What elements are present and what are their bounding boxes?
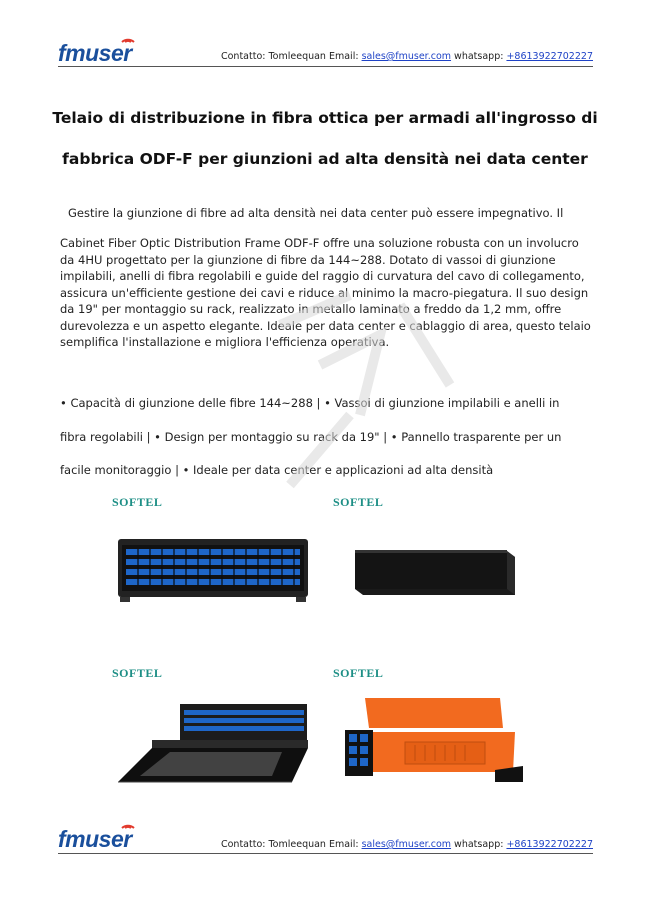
page-title-line-2: fabbrica ODF-F per giunzioni ad alta densità nei data center [62,150,588,168]
product-image-drawer [112,700,312,785]
brand-label: SOFTEL [333,666,384,680]
brand-label: SOFTEL [112,666,163,680]
phone-link[interactable]: +8613922702227 [506,51,593,62]
header-contact [221,51,593,62]
email-link[interactable]: sales@fmuser.com [361,839,452,850]
logo-text: fmuser [58,40,132,66]
brand-label: SOFTEL [333,495,384,509]
contact-prefix: Contatto: Tomleequan Email: [220,839,362,850]
features-line-1: • Capacità di giunzione delle fibre 144~288 | • Vassoi di giunzione impilabili e anelli in [60,396,560,410]
signal-icon [120,817,136,829]
features-line-2: fibra regolabili | • Design per montaggio su rack da 19" | • Pannello trasparente per un [60,430,562,444]
product-image-rear [355,545,515,597]
intro-paragraph: Cabinet Fiber Optic Distribution Frame ODF-F offre una soluzione robusta con un involucro da 4HU progettato per la giunzione di fibre da 144~288. Dotato di vassoi di giunzione impilabili, anelli di fibra regolabili e guide del raggio di curvatura del cavo di collegamento, assicura un'efficiente gestione dei cavi e riduce al minimo la macro-piegatura. Il suo design da 19" per montaggio su rack, realizzato in metallo laminato a freddo da 1,2 mm, offre durevolezza e un aspetto elegante. Ideale per data center e cablaggio di area, questo telaio semplifica l'installazione e migliora l'efficienza operativa. [60,236,591,349]
page-title-line-1: Telaio di distribuzione in fibra ottica per armadi all'ingrosso di [52,109,598,127]
whatsapp-label: whatsapp: [451,51,507,62]
product-image-front [118,535,308,603]
product-image-splice-tray [345,690,525,790]
header-divider [58,66,593,67]
logo-text: fmuser [58,826,132,852]
features-line-3: facile monitoraggio | • Ideale per data center e applicazioni ad alta densità [60,463,494,477]
footer-contact [221,839,593,850]
header-logo [58,40,132,67]
intro-first-line: Gestire la giunzione di fibre ad alta densità nei data center può essere impegnativo. Il [68,206,564,220]
footer-logo [58,826,132,853]
brand-label: SOFTEL [112,495,163,509]
whatsapp-label: whatsapp: [451,839,507,850]
email-link[interactable]: sales@fmuser.com [361,51,452,62]
signal-icon [120,31,136,43]
footer-divider [58,853,593,854]
contact-prefix: Contatto: Tomleequan Email: [220,51,362,62]
phone-link[interactable]: +8613922702227 [506,839,593,850]
